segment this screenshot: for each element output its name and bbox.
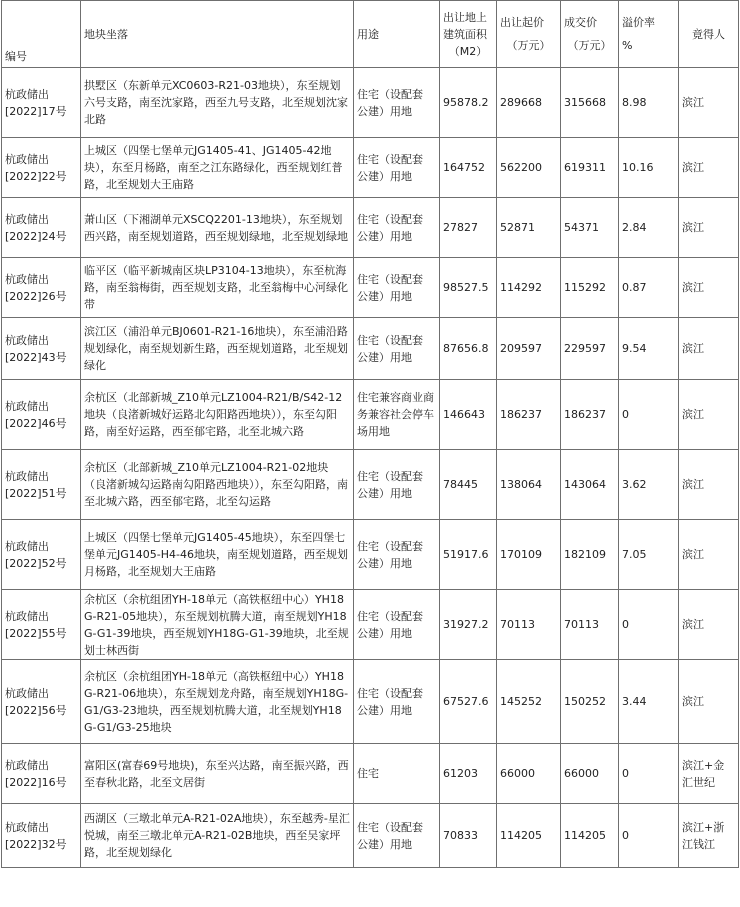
cell-premium: 0.87: [619, 258, 679, 318]
code-prefix: 杭政储出: [5, 469, 49, 483]
cell-start-price: 209597: [497, 318, 561, 380]
use-line1: 住宅（设配套: [357, 333, 423, 347]
header-start-unit: （万元）: [506, 39, 551, 52]
code-number: [2022]17号: [5, 104, 67, 118]
cell-area: 95878.2: [440, 68, 497, 138]
table-row: [2, 138, 739, 198]
cell-winner: 滨江: [679, 68, 739, 138]
code-number: [2022]24号: [5, 229, 67, 243]
cell-deal-price: 143064: [561, 450, 619, 520]
cell-premium: 3.62: [619, 450, 679, 520]
header-premium-unit: %: [622, 39, 633, 52]
cell-area: 67527.6: [440, 660, 497, 744]
code-prefix: 杭政储出: [5, 152, 49, 166]
cell-start-price: 145252: [497, 660, 561, 744]
table-row: [2, 380, 739, 450]
code-number: [2022]56号: [5, 703, 67, 717]
cell-area: 31927.2: [440, 590, 497, 660]
cell-use: [354, 590, 440, 660]
cell-code: [2, 380, 81, 450]
use-line1: 住宅（设配套: [357, 686, 423, 700]
cell-winner: 滨江: [679, 380, 739, 450]
cell-use: [354, 744, 440, 804]
table-row: [2, 804, 739, 868]
use-line1: 住宅（设配套: [357, 539, 423, 553]
use-line1: 住宅（设配套: [357, 469, 423, 483]
cell-code: [2, 318, 81, 380]
header-area-line1: 出让地上: [443, 10, 487, 24]
cell-use: [354, 258, 440, 318]
use-line1: 住宅（设配套: [357, 87, 423, 101]
cell-premium: 7.05: [619, 520, 679, 590]
use-line1: 住宅: [357, 767, 379, 780]
use-line1: 住宅（设配套: [357, 820, 423, 834]
cell-premium: 0: [619, 380, 679, 450]
header-code: 编号: [2, 1, 81, 68]
cell-premium: 0: [619, 744, 679, 804]
header-start-price: [497, 1, 561, 68]
cell-deal-price: 619311: [561, 138, 619, 198]
cell-area: 78445: [440, 450, 497, 520]
cell-start-price: 138064: [497, 450, 561, 520]
cell-code: [2, 68, 81, 138]
cell-area: 70833: [440, 804, 497, 868]
cell-deal-price: 182109: [561, 520, 619, 590]
cell-code: [2, 520, 81, 590]
cell-location: 上城区（四堡七堡单元JG1405-45地块），东至四堡七堡单元JG1405-H4-46地块，南至规划道路，西至规划月杨路，北至规划大王庙路: [81, 520, 354, 590]
table-row: [2, 318, 739, 380]
cell-start-price: 186237: [497, 380, 561, 450]
table-row: [2, 660, 739, 744]
cell-winner: 滨江: [679, 318, 739, 380]
cell-location: 余杭区（北部新城_Z10单元LZ1004-R21-02地块（良渚新城勾运路南勾阳路西地块）），东至勾阳路，南至北城六路，西至郁宅路，北至勾运路: [81, 450, 354, 520]
table-row: [2, 68, 739, 138]
table-header-row: [2, 1, 739, 68]
header-winner: 竟得人: [679, 1, 739, 68]
table-row: [2, 450, 739, 520]
use-line2: 公建）用地: [357, 837, 412, 851]
code-number: [2022]55号: [5, 626, 67, 640]
cell-code: [2, 138, 81, 198]
use-line2: 公建）用地: [357, 486, 412, 500]
header-premium: [619, 1, 679, 68]
cell-use: [354, 520, 440, 590]
cell-premium: 8.98: [619, 68, 679, 138]
cell-deal-price: 54371: [561, 198, 619, 258]
header-deal-unit: （万元）: [567, 39, 612, 52]
cell-deal-price: 115292: [561, 258, 619, 318]
code-prefix: 杭政储出: [5, 272, 49, 286]
code-number: [2022]51号: [5, 486, 67, 500]
use-line2: 公建）用地: [357, 626, 412, 640]
use-line2: 公建）用地: [357, 229, 412, 243]
table-row: [2, 744, 739, 804]
cell-use: [354, 804, 440, 868]
cell-use: [354, 450, 440, 520]
cell-start-price: 114292: [497, 258, 561, 318]
cell-deal-price: 66000: [561, 744, 619, 804]
code-prefix: 杭政储出: [5, 333, 49, 347]
cell-location: 临平区（临平新城南区块LP3104-13地块），东至杭海路，南至翁梅街，西至规划支路，北至翁梅中心河绿化带: [81, 258, 354, 318]
code-number: [2022]26号: [5, 289, 67, 303]
cell-code: [2, 804, 81, 868]
use-line1: 住宅（设配套: [357, 272, 423, 286]
cell-area: 87656.8: [440, 318, 497, 380]
code-number: [2022]22号: [5, 169, 67, 183]
code-prefix: 杭政储出: [5, 87, 49, 101]
header-deal-price: [561, 1, 619, 68]
cell-premium: 2.84: [619, 198, 679, 258]
cell-start-price: 52871: [497, 198, 561, 258]
cell-location: 余杭区（余杭组团YH-18单元（高铁枢纽中心）YH18G-R21-05地块），东至规划杭腾大道，南至规划YH18G-G1-39地块，西至规划YH18G-G1-39地块，北至规划士林西街: [81, 590, 354, 660]
cell-location: 拱墅区（东新单元XC0603-R21-03地块），东至规划六号支路，南至沈家路，西至九号支路，北至规划沈家北路: [81, 68, 354, 138]
cell-location: 滨江区（浦沿单元BJ0601-R21-16地块），东至浦沿路规划绿化，南至规划新生路，西至规划道路，北至规划绿化: [81, 318, 354, 380]
use-line2: 公建）用地: [357, 104, 412, 118]
cell-start-price: 562200: [497, 138, 561, 198]
cell-use: [354, 660, 440, 744]
table-row: [2, 590, 739, 660]
code-prefix: 杭政储出: [5, 758, 49, 772]
table-row: [2, 520, 739, 590]
cell-deal-price: 70113: [561, 590, 619, 660]
cell-winner: 滨江+金汇世纪: [679, 744, 739, 804]
cell-deal-price: 186237: [561, 380, 619, 450]
cell-winner: 滨江: [679, 258, 739, 318]
cell-code: [2, 450, 81, 520]
cell-start-price: 66000: [497, 744, 561, 804]
table-row: [2, 198, 739, 258]
cell-start-price: 114205: [497, 804, 561, 868]
cell-deal-price: 150252: [561, 660, 619, 744]
cell-winner: 滨江: [679, 590, 739, 660]
use-line1: 住宅（设配套: [357, 609, 423, 623]
code-prefix: 杭政储出: [5, 820, 49, 834]
use-line2: 公建）用地: [357, 169, 412, 183]
cell-area: 27827: [440, 198, 497, 258]
header-location: 地块坐落: [81, 1, 354, 68]
cell-area: 51917.6: [440, 520, 497, 590]
cell-code: [2, 590, 81, 660]
cell-area: 164752: [440, 138, 497, 198]
cell-premium: 9.54: [619, 318, 679, 380]
cell-use: [354, 138, 440, 198]
use-line2: 公建）用地: [357, 703, 412, 717]
cell-deal-price: 315668: [561, 68, 619, 138]
cell-code: [2, 258, 81, 318]
cell-location: 余杭区（北部新城_Z10单元LZ1004-R21/B/S42-12地块（良渚新城好运路北勾阳路西地块）），东至勾阳路，南至好运路，西至郁宅路，北至北城六路: [81, 380, 354, 450]
cell-deal-price: 229597: [561, 318, 619, 380]
code-prefix: 杭政储出: [5, 399, 49, 413]
code-prefix: 杭政储出: [5, 686, 49, 700]
code-number: [2022]43号: [5, 350, 67, 364]
header-deal-line1: 成交价: [564, 16, 597, 29]
use-line2: 公建）用地: [357, 289, 412, 303]
cell-use: [354, 380, 440, 450]
header-area: [440, 1, 497, 68]
header-use: 用途: [354, 1, 440, 68]
table-row: [2, 258, 739, 318]
cell-winner: 滨江: [679, 198, 739, 258]
cell-winner: 滨江: [679, 660, 739, 744]
cell-location: 上城区（四堡七堡单元JG1405-41、JG1405-42地块），东至月杨路，南至之江东路绿化，西至规划红普路，北至规划大王庙路: [81, 138, 354, 198]
cell-premium: 10.16: [619, 138, 679, 198]
code-number: [2022]52号: [5, 556, 67, 570]
cell-area: 98527.5: [440, 258, 497, 318]
cell-use: [354, 198, 440, 258]
cell-area: 146643: [440, 380, 497, 450]
cell-area: 61203: [440, 744, 497, 804]
cell-premium: 3.44: [619, 660, 679, 744]
use-line1: 住宅兼容商业商务兼容社会停车场用地: [357, 391, 434, 438]
code-prefix: 杭政储出: [5, 609, 49, 623]
cell-winner: 滨江+浙江钱江: [679, 804, 739, 868]
cell-code: [2, 660, 81, 744]
cell-start-price: 70113: [497, 590, 561, 660]
cell-location: 西湖区（三墩北单元A-R21-02A地块），东至越秀-星汇悦城，南至三墩北单元A-R21-02B地块，西至吴家坪路，北至规划绿化: [81, 804, 354, 868]
code-number: [2022]32号: [5, 837, 67, 851]
cell-use: [354, 318, 440, 380]
header-area-unit: （M2）: [448, 44, 488, 58]
cell-premium: 0: [619, 590, 679, 660]
code-number: [2022]46号: [5, 416, 67, 430]
code-prefix: 杭政储出: [5, 212, 49, 226]
cell-code: [2, 744, 81, 804]
cell-start-price: 170109: [497, 520, 561, 590]
cell-location: 萧山区（下湘湖单元XSCQ2201-13地块），东至规划西兴路，南至规划道路，西至规划绿地，北至规划绿地: [81, 198, 354, 258]
cell-start-price: 289668: [497, 68, 561, 138]
header-area-line2: 建筑面积: [443, 27, 487, 41]
use-line2: 公建）用地: [357, 556, 412, 570]
cell-winner: 滨江: [679, 450, 739, 520]
cell-code: [2, 198, 81, 258]
code-number: [2022]16号: [5, 775, 67, 789]
cell-deal-price: 114205: [561, 804, 619, 868]
cell-premium: 0: [619, 804, 679, 868]
cell-location: 富阳区(富春69号地块)，东至兴达路，南至振兴路，西至春秋北路，北至文居街: [81, 744, 354, 804]
use-line2: 公建）用地: [357, 350, 412, 364]
use-line1: 住宅（设配套: [357, 212, 423, 226]
code-prefix: 杭政储出: [5, 539, 49, 553]
cell-use: [354, 68, 440, 138]
cell-location: 余杭区（余杭组团YH-18单元（高铁枢纽中心）YH18G-R21-06地块），东至规划龙舟路，南至规划YH18G-G1/G3-23地块，西至规划杭腾大道，北至规划YH18G-G1/G3-25地块: [81, 660, 354, 744]
land-auction-table: [1, 0, 739, 868]
header-start-line1: 出让起价: [500, 16, 544, 29]
use-line1: 住宅（设配套: [357, 152, 423, 166]
cell-winner: 滨江: [679, 520, 739, 590]
header-premium-line1: 溢价率: [622, 16, 655, 29]
cell-winner: 滨江: [679, 138, 739, 198]
